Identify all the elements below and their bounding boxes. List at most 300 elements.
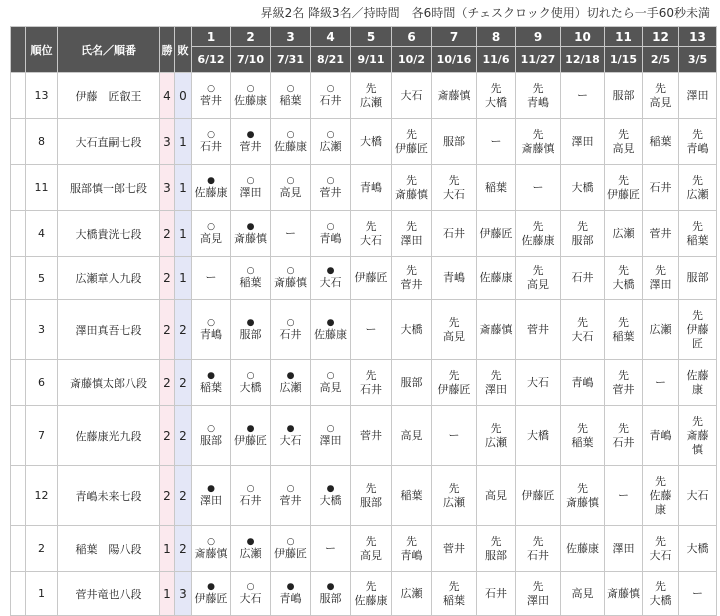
game-cell: [605, 257, 643, 300]
opponent-label: 先: [655, 81, 666, 95]
opponent-label: 広瀬: [319, 139, 342, 153]
losses-cell: 0: [175, 73, 192, 119]
opponent-label: 先: [532, 579, 544, 593]
result-mark: ●: [246, 317, 255, 328]
game-cell: [311, 466, 351, 526]
game-cell: [477, 211, 516, 257]
opponent-label: 石井: [443, 226, 465, 240]
opponent-label: 澤田: [527, 593, 549, 607]
opponent-label: 稲葉: [200, 380, 222, 394]
opponent-label: 先: [577, 219, 588, 233]
opponent-label: 大橋: [360, 134, 382, 148]
game-cell: [351, 257, 392, 300]
opponent-label: 石井: [319, 93, 342, 107]
opponent-label: 高見: [400, 428, 423, 442]
opponent-label: 先: [618, 264, 629, 277]
game-cell: [516, 73, 561, 119]
game-cell: [561, 406, 605, 466]
opponent-label: 先: [532, 81, 544, 95]
opponent-label: 先: [406, 173, 417, 187]
game-cell: [271, 300, 311, 360]
opponent-label: 先: [490, 81, 502, 95]
opponent-label: 菅井: [612, 382, 635, 396]
round-date: 7/31: [271, 47, 311, 73]
game-cell: [432, 360, 477, 406]
game-cell: [561, 466, 605, 526]
player-name-cell: 佐藤康光九段: [58, 406, 160, 466]
round-date: 11/27: [516, 47, 561, 73]
round-number: 1: [192, 27, 231, 47]
result-mark: ●: [246, 129, 255, 140]
opponent-label: 大石: [649, 548, 672, 562]
opponent-label: ー: [365, 322, 377, 336]
opponent-label: 広瀬: [649, 322, 672, 336]
game-cell: [432, 257, 477, 300]
game-cell: [271, 165, 311, 211]
game-cell: [561, 300, 605, 360]
result-mark: ○: [246, 483, 255, 494]
result-mark: ○: [246, 581, 255, 592]
game-cell: [192, 211, 231, 257]
opponent-label: 菅井: [360, 428, 382, 442]
table-row: [11, 73, 717, 119]
result-mark: ○: [326, 370, 335, 381]
losses-cell: 2: [175, 526, 192, 572]
wins-cell: 1: [160, 572, 175, 616]
opponent-label: 広瀬: [400, 586, 423, 600]
game-cell: [679, 466, 717, 526]
game-cell: [561, 257, 605, 300]
game-cell: [561, 119, 605, 165]
result-mark: ○: [207, 83, 215, 94]
opponent-label: 先: [655, 579, 666, 593]
game-cell: [351, 165, 392, 211]
result-mark: ●: [207, 581, 215, 592]
opponent-label: 伊藤: [686, 322, 709, 336]
opponent-label: 斎藤慎: [566, 495, 599, 509]
opponent-label: 大橋: [239, 380, 262, 394]
result-mark: ●: [207, 370, 215, 381]
opponent-label: 菅井: [649, 226, 672, 240]
opponent-label: ー: [325, 541, 336, 555]
player-name-cell: 澤田真吾七段: [58, 300, 160, 360]
opponent-label: 先: [406, 127, 417, 141]
left-margin-cell: [11, 466, 26, 526]
game-cell: [271, 466, 311, 526]
opponent-label: 菅井: [279, 493, 302, 507]
opponent-label: 高見: [319, 380, 342, 394]
name-header: 氏名／順番: [58, 27, 160, 73]
opponent-label: 先: [406, 219, 417, 233]
opponent-label: 広瀬: [686, 187, 709, 201]
opponent-label: 大石: [443, 187, 465, 201]
opponent-label: 澤田: [319, 433, 342, 447]
result-mark: ○: [286, 317, 295, 328]
opponent-label: 先: [692, 127, 703, 141]
wins-cell: 2: [160, 466, 175, 526]
round-number: 12: [643, 27, 679, 47]
game-cell: [392, 73, 432, 119]
game-cell: [231, 211, 271, 257]
opponent-label: 高見: [571, 586, 594, 600]
game-cell: [432, 300, 477, 360]
result-mark: ●: [207, 175, 215, 186]
opponent-label: 服部: [400, 375, 423, 389]
game-cell: [605, 360, 643, 406]
result-mark: ○: [286, 266, 295, 276]
opponent-label: 稲葉: [400, 488, 423, 502]
opponent-label: 服部: [612, 88, 635, 102]
wins-cell: 4: [160, 73, 175, 119]
opponent-label: 服部: [686, 271, 709, 284]
opponent-label: 佐藤康: [274, 139, 307, 153]
opponent-label: 広瀬: [239, 546, 262, 560]
game-cell: [231, 526, 271, 572]
game-cell: [561, 526, 605, 572]
game-cell: [605, 526, 643, 572]
opponent-label: 大石: [279, 433, 302, 447]
left-margin-cell: [11, 300, 26, 360]
opponent-label: 斎藤慎: [395, 187, 428, 201]
result-mark: ●: [286, 370, 295, 381]
rank-cell: 4: [26, 211, 58, 257]
table-row: [11, 300, 717, 360]
opponent-label: 大橋: [649, 593, 672, 607]
game-cell: [643, 257, 679, 300]
result-mark: ●: [286, 423, 295, 434]
opponent-label: 先: [655, 264, 666, 277]
round-date: 10/16: [432, 47, 477, 73]
rank-cell: 8: [26, 119, 58, 165]
result-mark: ○: [207, 317, 215, 328]
opponent-label: 稲葉: [686, 233, 709, 247]
opponent-label: 青嶋: [649, 428, 672, 442]
league-table: [10, 26, 717, 616]
round-date: 3/5: [679, 47, 717, 73]
round-date: 7/10: [231, 47, 271, 73]
wins-cell: 2: [160, 360, 175, 406]
opponent-label: 大橋: [686, 541, 709, 555]
game-cell: [432, 526, 477, 572]
player-name-cell: 伊藤 匠叡王: [58, 73, 160, 119]
left-margin-cell: [11, 257, 26, 300]
round-number: 7: [432, 27, 477, 47]
game-cell: [311, 360, 351, 406]
player-name-cell: 斎藤慎太郎八段: [58, 360, 160, 406]
round-date: 12/18: [561, 47, 605, 73]
game-cell: [392, 257, 432, 300]
opponent-label: 慎: [692, 442, 703, 456]
opponent-label: 佐藤: [649, 488, 672, 502]
left-margin-cell: [11, 73, 26, 119]
game-cell: [351, 119, 392, 165]
opponent-label: 青嶋: [200, 327, 222, 341]
game-cell: [192, 73, 231, 119]
game-cell: [477, 300, 516, 360]
opponent-label: 高見: [485, 488, 507, 502]
opponent-label: 石井: [485, 586, 507, 600]
opponent-label: 先: [406, 534, 417, 548]
opponent-label: 伊藤匠: [395, 141, 428, 155]
result-mark: ○: [246, 83, 255, 94]
round-date: 1/15: [605, 47, 643, 73]
game-cell: [643, 406, 679, 466]
opponent-label: 石井: [612, 435, 635, 449]
round-number: 3: [271, 27, 311, 47]
opponent-label: 高見: [279, 185, 302, 199]
opponent-label: 佐藤康: [479, 271, 513, 284]
player-name-cell: 稲葉 陽八段: [58, 526, 160, 572]
opponent-label: 澤田: [485, 382, 507, 396]
game-cell: [192, 406, 231, 466]
opponent-label: 石井: [649, 180, 672, 194]
game-cell: [477, 257, 516, 300]
game-cell: [192, 119, 231, 165]
game-cell: [477, 165, 516, 211]
game-cell: [192, 360, 231, 406]
opponent-label: 先: [618, 368, 629, 382]
game-cell: [351, 406, 392, 466]
player-name-cell: 大石直嗣七段: [58, 119, 160, 165]
game-cell: [643, 360, 679, 406]
opponent-label: 康: [692, 382, 703, 396]
opponent-label: 先: [365, 81, 377, 95]
result-mark: ○: [286, 483, 295, 494]
opponent-label: 菅井: [200, 93, 222, 107]
game-cell: [311, 119, 351, 165]
game-cell: [605, 466, 643, 526]
left-margin-cell: [11, 526, 26, 572]
game-cell: [561, 360, 605, 406]
opponent-label: ー: [490, 134, 502, 148]
game-cell: [643, 119, 679, 165]
round-number: 13: [679, 27, 717, 47]
result-mark: ○: [286, 83, 295, 94]
opponent-label: 先: [692, 414, 703, 428]
game-cell: [432, 119, 477, 165]
opponent-label: 青嶋: [400, 548, 423, 562]
opponent-label: 伊藤匠: [274, 546, 307, 560]
result-mark: ●: [246, 423, 255, 434]
game-cell: [679, 165, 717, 211]
result-mark: ●: [246, 536, 255, 547]
table-row: [11, 165, 717, 211]
game-cell: [192, 257, 231, 300]
game-cell: [231, 360, 271, 406]
opponent-label: 先: [577, 481, 588, 495]
game-cell: [271, 211, 311, 257]
opponent-label: 石井: [239, 493, 262, 507]
rank-cell: 5: [26, 257, 58, 300]
opponent-label: 澤田: [239, 185, 262, 199]
game-cell: [643, 526, 679, 572]
opponent-label: 斎藤慎: [194, 546, 228, 560]
opponent-label: 高見: [612, 141, 635, 155]
game-cell: [516, 165, 561, 211]
opponent-label: 先: [532, 127, 544, 141]
opponent-label: 大石: [527, 375, 549, 389]
result-mark: ○: [326, 83, 335, 94]
game-cell: [561, 211, 605, 257]
result-mark: ○: [207, 423, 215, 434]
opponent-label: ー: [532, 180, 544, 194]
game-cell: [561, 73, 605, 119]
result-mark: ○: [326, 175, 335, 186]
game-cell: [679, 406, 717, 466]
game-cell: [311, 300, 351, 360]
opponent-label: 先: [448, 315, 460, 329]
game-cell: [231, 119, 271, 165]
opponent-label: 青嶋: [527, 95, 549, 109]
table-row: [11, 526, 717, 572]
opponent-label: ー: [448, 428, 460, 442]
opponent-label: 大石: [239, 591, 262, 605]
table-row: [11, 406, 717, 466]
result-mark: ●: [286, 581, 295, 592]
left-margin-cell: [11, 211, 26, 257]
opponent-label: 先: [692, 173, 703, 187]
result-mark: ○: [246, 370, 255, 381]
opponent-label: 伊藤匠: [479, 226, 513, 240]
opponent-label: 服部: [319, 591, 342, 605]
game-cell: [432, 73, 477, 119]
round-number: 9: [516, 27, 561, 47]
opponent-label: 康: [655, 502, 666, 516]
game-cell: [516, 466, 561, 526]
opponent-label: 高見: [360, 548, 382, 562]
result-mark: ○: [246, 266, 255, 276]
game-cell: [351, 466, 392, 526]
opponent-label: 大橋: [612, 278, 635, 291]
rank-cell: 3: [26, 300, 58, 360]
opponent-label: 佐藤康: [234, 93, 267, 107]
rank-cell: 11: [26, 165, 58, 211]
game-cell: [231, 73, 271, 119]
opponent-label: 斎藤慎: [437, 88, 471, 102]
opponent-label: 先: [532, 219, 544, 233]
opponent-label: 大橋: [400, 322, 423, 336]
opponent-label: 菅井: [319, 185, 342, 199]
round-date: 9/11: [351, 47, 392, 73]
opponent-label: 先: [618, 315, 629, 329]
opponent-label: 稲葉: [485, 180, 507, 194]
wins-cell: 2: [160, 406, 175, 466]
opponent-label: ー: [205, 271, 217, 284]
result-mark: ○: [207, 221, 215, 232]
opponent-label: 広瀬: [443, 495, 465, 509]
game-cell: [351, 300, 392, 360]
opponent-label: 青嶋: [360, 180, 382, 194]
rank-cell: 12: [26, 466, 58, 526]
result-mark: ○: [326, 423, 335, 434]
game-cell: [605, 73, 643, 119]
opponent-label: 稲葉: [239, 276, 262, 289]
opponent-label: 先: [490, 368, 502, 382]
result-mark: ●: [326, 266, 335, 276]
opponent-label: 高見: [200, 231, 222, 245]
opponent-label: 先: [655, 534, 666, 548]
game-cell: [392, 165, 432, 211]
opponent-label: 先: [448, 173, 460, 187]
opponent-label: 大橋: [319, 493, 342, 507]
round-number: 4: [311, 27, 351, 47]
game-cell: [605, 211, 643, 257]
round-number: 6: [392, 27, 432, 47]
game-cell: [392, 300, 432, 360]
losses-cell: 3: [175, 572, 192, 616]
left-margin-cell: [11, 360, 26, 406]
game-cell: [311, 257, 351, 300]
opponent-label: 伊藤匠: [354, 271, 388, 284]
opponent-label: 澤田: [612, 541, 635, 555]
game-cell: [231, 300, 271, 360]
table-row: [11, 257, 717, 300]
opponent-label: 先: [365, 481, 377, 495]
game-cell: [516, 360, 561, 406]
rank-header: 順位: [26, 27, 58, 73]
round-number-row: [11, 27, 717, 47]
opponent-label: 稲葉: [571, 435, 594, 449]
round-date: 8/21: [311, 47, 351, 73]
game-cell: [392, 119, 432, 165]
game-cell: [231, 165, 271, 211]
opponent-label: 服部: [360, 495, 382, 509]
game-cell: [643, 73, 679, 119]
result-mark: ○: [246, 175, 255, 186]
game-cell: [679, 119, 717, 165]
game-cell: [679, 526, 717, 572]
league-body: [11, 73, 717, 616]
opponent-label: 斎藤慎: [234, 231, 267, 245]
opponent-label: 先: [365, 219, 377, 233]
losses-cell: 1: [175, 257, 192, 300]
game-cell: [311, 406, 351, 466]
opponent-label: 先: [490, 534, 502, 548]
opponent-label: 稲葉: [279, 93, 302, 107]
round-number: 5: [351, 27, 392, 47]
opponent-label: 菅井: [239, 139, 262, 153]
opponent-label: 先: [532, 264, 544, 277]
result-mark: ○: [326, 129, 335, 140]
opponent-label: 先: [618, 421, 629, 435]
losses-cell: 2: [175, 300, 192, 360]
opponent-label: 先: [618, 173, 629, 187]
opponent-label: 広瀬: [279, 380, 302, 394]
game-cell: [477, 119, 516, 165]
game-cell: [271, 257, 311, 300]
opponent-label: 先: [448, 481, 460, 495]
opponent-label: 澤田: [571, 134, 594, 148]
game-cell: [516, 300, 561, 360]
losses-cell: 2: [175, 406, 192, 466]
table-row: [11, 119, 717, 165]
wins-cell: 1: [160, 526, 175, 572]
opponent-label: 先: [655, 474, 666, 488]
game-cell: [643, 211, 679, 257]
round-number: 8: [477, 27, 516, 47]
opponent-label: 大橋: [571, 180, 594, 194]
opponent-label: 服部: [443, 134, 465, 148]
round-date: 2/5: [643, 47, 679, 73]
result-mark: ○: [286, 536, 295, 547]
opponent-label: 先: [490, 421, 502, 435]
game-cell: [643, 466, 679, 526]
result-mark: ●: [326, 483, 335, 494]
game-cell: [605, 119, 643, 165]
game-cell: [311, 73, 351, 119]
opponent-label: 斎藤慎: [521, 141, 555, 155]
game-cell: [643, 300, 679, 360]
